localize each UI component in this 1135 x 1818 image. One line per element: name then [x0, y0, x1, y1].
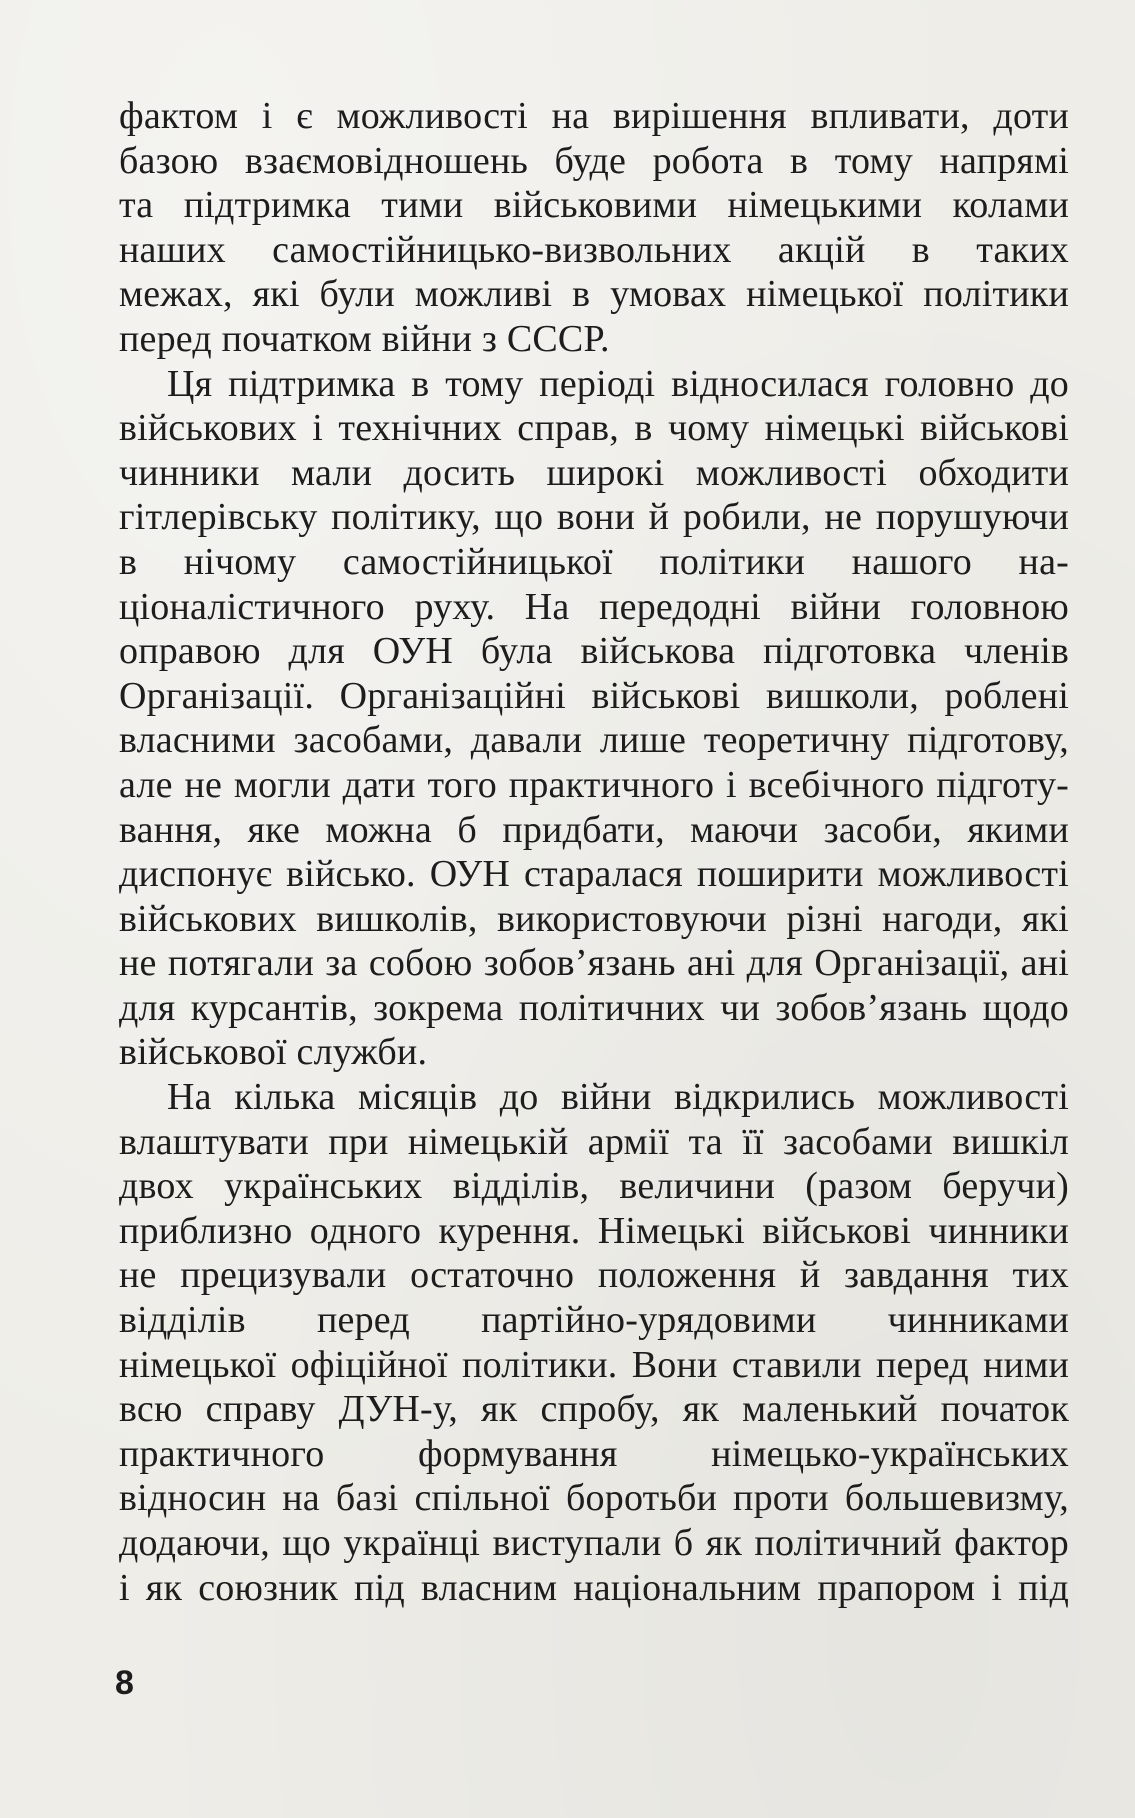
text-line: межах, які були можливі в умовах німецької політики — [119, 273, 1069, 316]
text-line: Організації. Організаційні військові вишколи, роблені — [119, 674, 1069, 717]
text-line: в нічому самостійницької політики нашого на- — [119, 540, 1069, 583]
text-line: військових вишколів, використовуючи різні нагоди, які — [119, 897, 1069, 940]
text-line: ціоналістичного руху. На передодні війни головною — [119, 585, 1069, 628]
text-line: та підтримка тими військовими німецькими колами — [119, 184, 1069, 227]
text-line: німецької офіційної політики. Вони ставили перед ними — [119, 1343, 1069, 1386]
text-line: Ця підтримка в тому періоді відносилася головно до — [167, 362, 1069, 405]
text-line: практичного формування німецько-українських — [119, 1432, 1069, 1475]
text-line: військової служби. — [119, 1031, 428, 1074]
text-line: власними засобами, давали лише теоретичну підготову, — [119, 719, 1069, 762]
text-line: для курсантів, зокрема політичних чи зобов’язань щодо — [119, 986, 1069, 1029]
page-number: 8 — [115, 1664, 134, 1702]
text-line: не прецизували остаточно положення й завдання тих — [119, 1254, 1069, 1297]
text-line: оправою для ОУН була військова підготовка членів — [119, 630, 1069, 673]
text-line: всю справу ДУН-у, як спробу, як маленький початок — [119, 1388, 1069, 1431]
text-line: вання, яке можна б придбати, маючи засоби, якими — [119, 808, 1069, 851]
text-line: диспонує військо. ОУН старалася поширити можливості — [119, 853, 1069, 896]
text-line: базою взаємовідношень буде робота в тому напрямі — [119, 139, 1069, 182]
text-line: чинники мали досить широкі можливості обходити — [119, 451, 1069, 494]
text-line: перед початком війни з СССР. — [119, 317, 610, 360]
text-line: влаштувати при німецькій армії та її засобами вишкіл — [119, 1120, 1069, 1163]
text-line: двох українських відділів, величини (разом беручи) — [119, 1165, 1069, 1208]
text-line: військових і технічних справ, в чому німецькі військові — [119, 407, 1069, 450]
text-line: приблизно одного курення. Німецькі військові чинники — [119, 1209, 1069, 1252]
text-line: На кілька місяців до війни відкрились можливості — [167, 1076, 1069, 1119]
text-line: наших самостійницько-визвольних акцій в таких — [119, 228, 1069, 271]
text-line: але не могли дати того практичного і всебічного підготу- — [119, 763, 1069, 806]
text-line: фактом і є можливості на вирішення впливати, доти — [119, 95, 1069, 137]
text-line: додаючи, що українці виступали б як політичний фактор — [119, 1522, 1069, 1564]
body-text — [119, 94, 1069, 1610]
text-line: відділів перед партійно-урядовими чинниками — [119, 1299, 1069, 1342]
text-line: гітлерівську політику, що вони й робили, не порушуючи — [119, 496, 1069, 539]
text-line: не потягали за собою зобов’язань ані для Організації, ані — [119, 942, 1069, 985]
text-line: і як союзник під власним національним прапором і під — [119, 1566, 1069, 1609]
text-line: відносин на базі спільної боротьби проти большевизму, — [119, 1477, 1069, 1520]
